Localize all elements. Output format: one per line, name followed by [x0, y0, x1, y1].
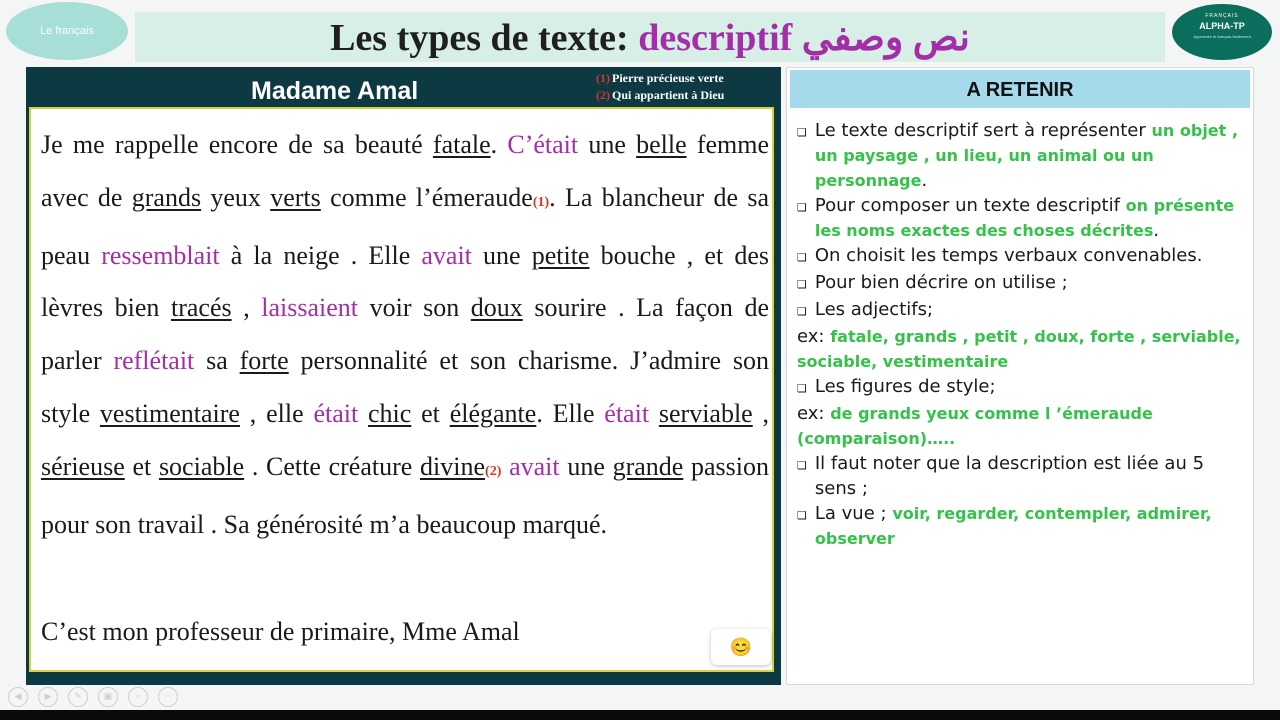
checkbox-icon: ❑ — [797, 509, 807, 522]
checkbox-icon: ❑ — [797, 305, 807, 318]
example-line: ex: de grands yeux comme l ’émeraude (comparaison)….. — [797, 403, 1153, 448]
checkbox-icon: ❑ — [797, 459, 807, 472]
checkbox-icon: ❑ — [797, 201, 807, 214]
signature-line: C’est mon professeur de primaire, Mme Amal — [41, 617, 520, 646]
slides-icon[interactable]: ▣ — [98, 687, 118, 707]
list-item: ❑ Les adjectifs; — [797, 297, 1245, 324]
bottom-bar — [0, 710, 1280, 720]
story-title: Madame Amal — [251, 77, 419, 105]
title-accent: descriptif — [638, 17, 793, 59]
retenir-list — [797, 118, 1245, 551]
more-icon[interactable]: ⋯ — [158, 687, 178, 707]
list-item: ❑ Pour composer un texte descriptif on présente les noms exactes des choses décrites. — [797, 195, 1235, 241]
title-arabic: نص وصفي — [801, 17, 970, 59]
story-header — [26, 67, 781, 107]
list-item: ❑ Les figures de style; — [797, 374, 1245, 401]
checkbox-icon: ❑ — [797, 278, 807, 291]
story-paragraph: Je me rappelle encore de sa beauté fatale. C’était une belle femme avec de grands yeux verts comme l’émeraude(1). La blancheur de sa peau ressemblait à la neige . Elle avait une petite bouche , et des lèvres bien tracés , laissaient voir son doux sourire . La façon de parler reflétait sa forte personnalité et son charisme. J’admire son style vestimentaire , elle était chic et élégante. Elle était serviable , sérieuse et sociable . Cette créature divine(2) avait une grande passion pour son travail . Sa générosité m’a beaucoup marqué. — [41, 130, 770, 539]
previous-icon[interactable]: ◀ — [8, 687, 28, 707]
player-controls — [8, 687, 178, 707]
example-line: ex: fatale, grands , petit , doux, forte , serviable, sociable, vestimentaire — [797, 326, 1241, 371]
zoom-icon[interactable]: ⌕ — [128, 687, 148, 707]
smiley-sticker: 😊 — [711, 629, 771, 665]
list-item: ❑ Il faut noter que la description est liée au 5 sens ; — [797, 453, 1205, 499]
retenir-panel — [786, 67, 1254, 685]
footnote-2: (2) Qui appartient à Dieu — [596, 88, 725, 102]
checkbox-icon: ❑ — [797, 126, 807, 139]
title-prefix: Les types de texte: — [330, 17, 639, 59]
pen-icon[interactable]: ✎ — [68, 687, 88, 707]
page-title — [135, 12, 1165, 62]
list-item: ❑ Le texte descriptif sert à représenter un objet , un paysage , un lieu, un animal ou un personnage. — [797, 120, 1238, 191]
channel-logo: FRANÇAIS ALPHA-TP Apprendre le français facilement — [1172, 4, 1272, 60]
play-icon[interactable]: ▶ — [38, 687, 58, 707]
list-item: ❑ On choisit les temps verbaux convenables. — [797, 243, 1245, 270]
checkbox-icon: ❑ — [797, 251, 807, 264]
story-panel — [26, 67, 781, 685]
list-item: ❑ Pour bien décrire on utilise ; — [797, 270, 1245, 297]
subject-badge: Le français — [6, 2, 128, 60]
checkbox-icon: ❑ — [797, 382, 807, 395]
retenir-title: A RETENIR — [790, 70, 1250, 108]
footnotes — [596, 70, 724, 104]
story-text-box — [29, 107, 774, 672]
footnote-1: (1) Pierre précieuse verte — [596, 71, 724, 85]
list-item: ❑ La vue ; voir, regarder, contempler, admirer, observer — [797, 503, 1212, 548]
